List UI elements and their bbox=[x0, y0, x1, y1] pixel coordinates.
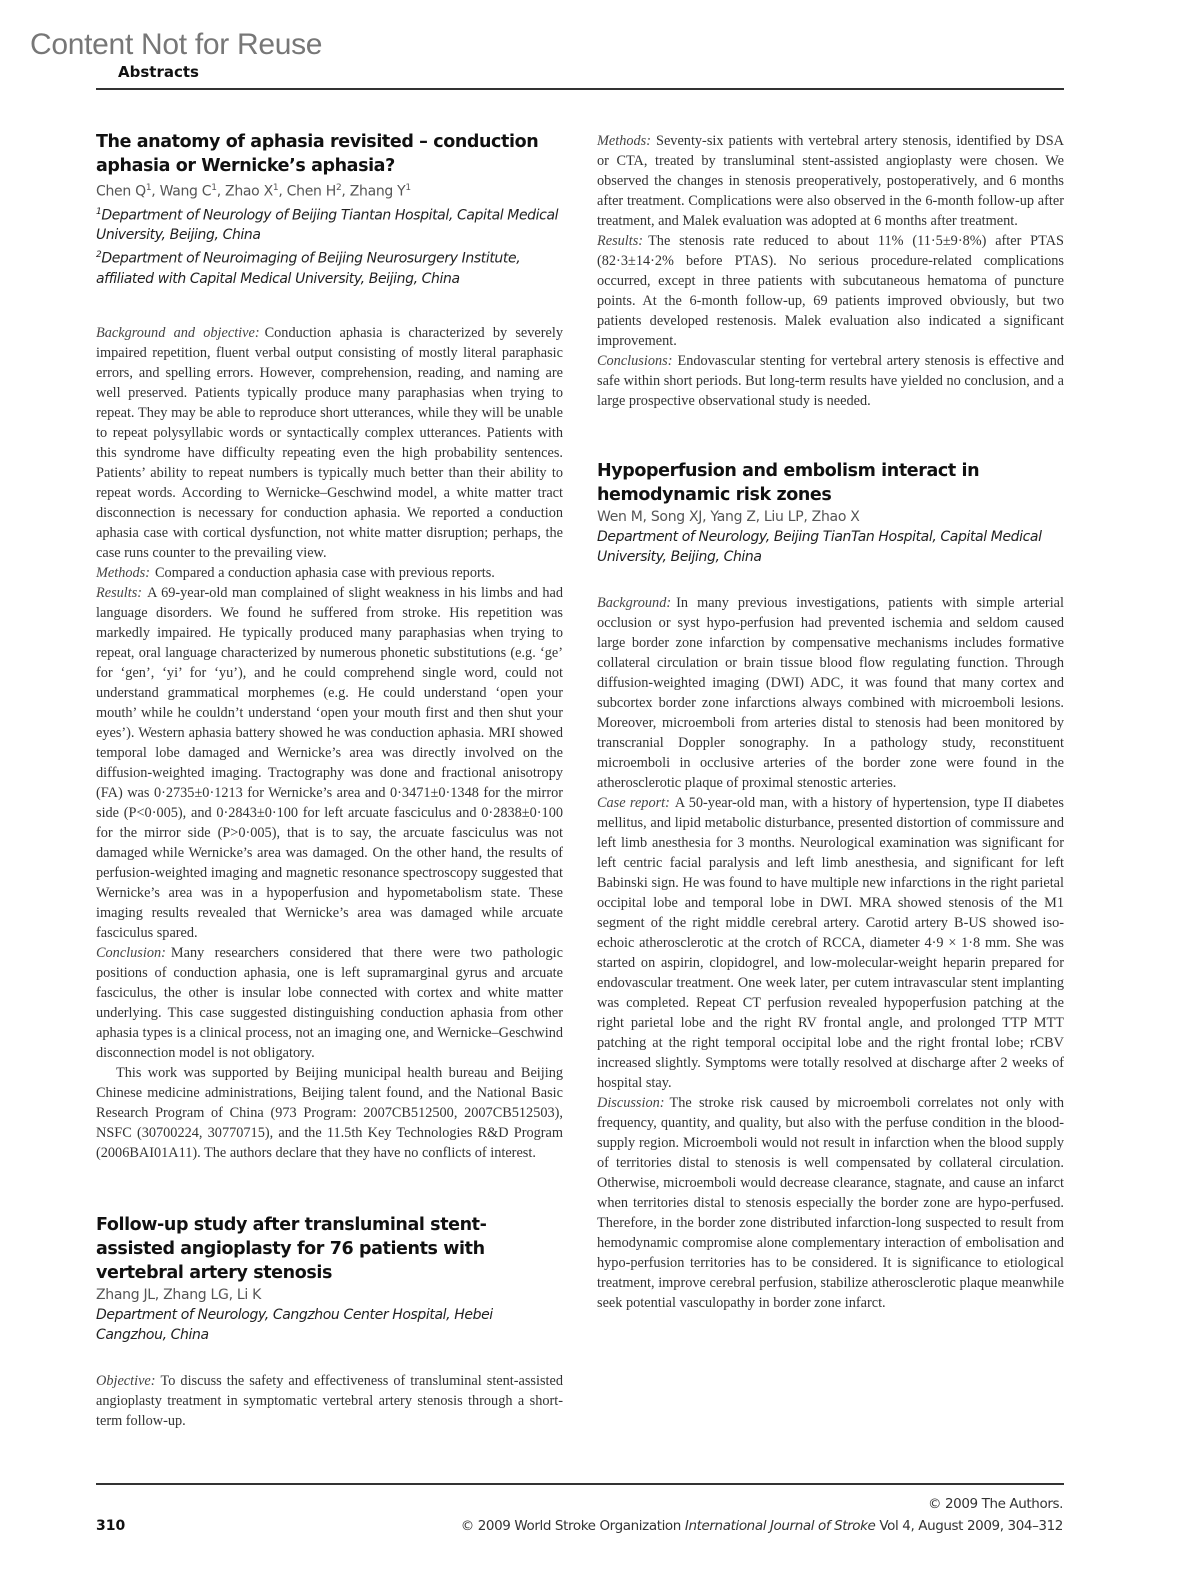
abstract-hypoperfusion bbox=[597, 459, 1064, 1313]
article-title: Follow-up study after transluminal stent-assisted angioplasty for 76 patients with vertebral artery stenosis bbox=[96, 1214, 487, 1283]
abstract-conclusions: Conclusions: Endovascular stenting for vertebral artery stenosis is effective and safe within short periods. But long-term results have yielded no conclusion, and a large prospective observational study is needed. bbox=[597, 353, 1064, 409]
abstract-stent-followup-continued bbox=[597, 131, 1064, 411]
article-affiliation: Department of Neurology, Beijing TianTan Hospital, Capital Medical University, Beijing, China bbox=[597, 529, 1042, 565]
article-title: Hypoperfusion and embolism interact in hemodynamic risk zones bbox=[597, 461, 980, 505]
top-rule-divider bbox=[96, 88, 1064, 90]
footer-journal-citation: © 2009 World Stroke Organization International Journal of Stroke Vol 4, August 2009, 304–312 bbox=[460, 1518, 1063, 1534]
abstract-methods: Methods: Compared a conduction aphasia case with previous reports. bbox=[96, 564, 495, 581]
abstract-background: Background: In many previous investigations, patients with simple arterial occlusion or syst hypo-perfusion had prevented ischemia and seldom caused large border zone infarction by compensative mechanisms includes formative collateral circulation or brain tissue blood flow regulating function. Through diffusion-weighted imaging (DWI) ADC, it was found that many cortex and subcortex border zone infarctions always combined with microemboli lesions. Moreover, microemboli from arteries distal to stenosis had been monitored by transcranial Doppler sonography. In a pathology study, reconstituent microemboli in occlusive arteries of the border zone were found in the atherosclerotic plaque of proximal stenostic arteries. bbox=[597, 595, 1064, 791]
abstract-aphasia bbox=[96, 130, 563, 1163]
abstract-conclusion: Conclusion: Many researchers considered that there were two pathologic positions of conduction aphasia, one is left supramarginal gyrus and arcuate fasciculus, the other is insular lobe connected with cortex and white matter underlying. This case suggested distinguishing conduction aphasia from other aphasia types is a clinical process, not an imaging one, and Wernicke–Geschwind disconnection model is not obligatory. bbox=[96, 944, 563, 1061]
right-column bbox=[597, 131, 1064, 1313]
abstract-discussion: Discussion: The stroke risk caused by microemboli correlates not only with frequency, quantity, and quality, but also with the perfuse condition in the blood-supply region. Microemboli would not result in infarction when the blood supply of territories distal to stenosis is well compensated by collateral circulation. Otherwise, microemboli would decrease clearance, stagnate, and cause an infarct when territories distal to stenosis especially the border zone are hypo-perfused. Therefore, in the border zone distributed infarction-long suspected to result from hemodynamic compromise alone complementary interaction of embolisation and hypo-perfusion territories has to be considered. It is significance to etiological treatment, improve cerebral perfusion, stabilize atherosclerotic plaque meanwhile seek potential vasculopathy in border zone infarct. bbox=[597, 1095, 1064, 1311]
abstract-funding: This work was supported by Beijing municipal health bureau and Beijing Chinese medicine administrations, Beijing talent found, and the National Basic Research Program of China (973 Program: 2007CB512500, 2007CB512503), NSFC (30700224, 30770715), and the 11.5th Key Technologies R&D Program (2006BAI01A11). The authors declare that they have no conflicts of interest. bbox=[96, 1064, 563, 1161]
article-authors: Zhang JL, Zhang LG, Li K bbox=[96, 1286, 262, 1303]
section-label: Abstracts bbox=[118, 63, 199, 81]
article-affiliation: $^2$Department of Neuroimaging of Beijing Neurosurgery Institute, affiliated with Capital Medical University, Beijing, China bbox=[96, 250, 521, 287]
abstract-methods: Methods: Seventy-six patients with vertebral artery stenosis, identified by DSA or CTA, treated by transluminal stent-assisted angioplasty were chosen. We observed the changes in stenosis preoperatively, postoperatively, and 6 months after treatment. Complications were also observed in the 6-month follow-up after treatment, and Malek evaluation was adopted at 6 months after treatment. bbox=[597, 133, 1064, 229]
left-column bbox=[96, 130, 563, 1431]
abstract-background: Background and objective: Conduction aphasia is characterized by severely impaired repetition, fluent verbal output consisting of mostly literal paraphasic errors, and spelling errors. However, comprehension, reading, and naming are well preserved. Patients typically produce many paraphasias when trying to repeat. They may be able to reproduce short utterances, while they will be unable to repeat polysyllabic words or syntactically complex utterances. Patients with this syndrome have difficulty repeating even the high probability sentences. Patients’ ability to repeat numbers is typically much better than their ability to repeat words. According to Wernicke–Geschwind model, a white matter tract disconnection is necessary for conduction aphasia. We reported a conduction aphasia case with cortical dysfunction, not white matter disruption; perhaps, the case runs counter to the prevailing view. bbox=[96, 324, 563, 561]
abstract-stent-followup bbox=[96, 1213, 563, 1431]
article-title: The anatomy of aphasia revisited – conduction aphasia or Wernicke’s aphasia? bbox=[96, 132, 539, 176]
page-number: 310 bbox=[96, 1518, 126, 1534]
article-affiliation: $^1$Department of Neurology of Beijing Tiantan Hospital, Capital Medical University, Beijing, China bbox=[96, 206, 559, 244]
article-affiliation: Department of Neurology, Cangzhou Center Hospital, Hebei Cangzhou, China bbox=[96, 1306, 493, 1343]
abstract-case-report: Case report: A 50-year-old man, with a history of hypertension, type II diabetes mellitus, and lipid metabolic disturbance, presented distortion of commissure and left limb anesthesia for 3 months. Neurological examination was significant for left centric facial paralysis and left limb anesthesia, and significant for left Babinski sign. He was found to have multiple new infarctions in the right parietal occipital lobe and temporal lobe in DWI. MRA showed stenosis of the M1 segment of the right middle cerebral artery. Carotid artery B-US showed iso-echoic atherosclerotic at the crotch of RCCA, diameter 4·9 × 1·8 mm. She was started on aspirin, clopidogrel, and low-molecular-weight heparin prepared for endovascular treatment. One week later, per cutem intravascular stent implanting was completed. Repeat CT perfusion revealed hypoperfusion patching at the right parietal lobe and the right RV frontal angle, and prolonged TTP MTT patching at the right temporal occipital lobe and the right frontal lobe; rCBV increased slightly. Symptoms were totally resolved at discharge after 2 weeks of hospital stay. bbox=[597, 795, 1064, 1091]
footer-copyright-authors: © 2009 The Authors. bbox=[927, 1496, 1063, 1512]
abstract-objective: Objective: To discuss the safety and effectiveness of transluminal stent-assisted angioplasty treatment in symptomatic vertebral artery stenosis through a short-term follow-up. bbox=[96, 1372, 563, 1429]
abstract-results: Results: A 69-year-old man complained of slight weakness in his limbs and had language disorders. We found he suffered from stroke. His repetition was markedly impaired. He typically produced many paraphasias when trying to repeat, oral language characterized by numerous phonetic substitutions (e.g. ‘ge’ for ‘gen’, ‘yi’ for ‘yu’), and he could comprehend single word, could not understand grammatical morphemes (e.g. He could understand ‘open your mouth’ while he couldn’t understand ‘open your mouth first and then shut your eyes’). Western aphasia battery showed he was conduction aphasia. MRI showed temporal lobe damaged and Wernicke’s area was directly involved on the diffusion-weighted imaging. Tractography was done and fractional anisotropy (FA) was 0·2735±0·1213 for Wernicke’s area and 0·3471±0·1348 for the mirror side (P<0·005), and 0·2843±0·100 for left arcuate fasciculus and 0·2838±0·100 for the mirror side (P>0·005), that is to say, the arcuate fasciculus was not damaged while Wernicke’s area was damaged. On the other hand, the results of perfusion-weighted imaging and magnetic resonance spectroscopy suggested that Wernicke’s area was in a hypoperfusion and hypometabolism state. These imaging results revealed that Wernicke’s area was damaged while arcuate fasciculus spared. bbox=[96, 584, 563, 941]
article-authors: Chen $Q^1$, Wang $C^1$, Zhao $X^1$, Chen $H^2$, Zhang $Y^1$ bbox=[96, 183, 411, 200]
bottom-rule-divider bbox=[96, 1483, 1064, 1485]
article-authors: Wen M, Song XJ, Yang Z, Liu LP, Zhao X bbox=[597, 509, 860, 525]
watermark: Content Not for Reuse bbox=[30, 28, 323, 61]
journal-name: International Journal of Stroke bbox=[684, 1518, 876, 1534]
abstract-results: Results: The stenosis rate reduced to about 11% (11·5±9·8%) after PTAS (82·3±14·2% before PTAS). No serious procedure-related complications occurred, except in three patients with subcutaneous hematoma of puncture points. At the 6-month follow-up, 69 patients improved obviously, but two patients developed restenosis. Malek evaluation also indicated a significant improvement. bbox=[597, 233, 1064, 349]
